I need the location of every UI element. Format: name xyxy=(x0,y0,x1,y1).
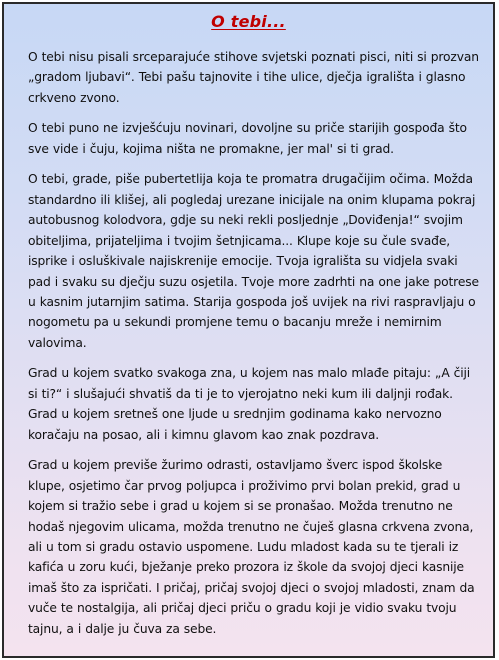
document-body xyxy=(28,47,481,649)
document-frame xyxy=(2,2,495,658)
paragraph: O tebi, grade, piše pubertetlija koja te promatra drugačijim očima. Možda standardno ili klišej, ali pogledaj urezane inicijale na onim klupama pokraj autobusnog kolodvora, gdje su neki rekli posljednje „Doviđenja!“ svojim obiteljima, prijateljima i tvojim šetnjicama... Klupe koje su čule svađe, isprike i osluškivale najiskrenije emocije. Tvoja igrališta su vidjela svaki pad i svaku su dječju suzu osjetila. Tvoje more zadrhti na one jake potrese u kasnim jutarnjim satima. Starija gospoda još uvijek na rivi raspravljaju o nogometu pa u sekundi promjene temu o bacanju mreže i nemirnim valovima. xyxy=(28,172,479,350)
paragraph: O tebi nisu pisali srceparajuće stihove svjetski poznati pisci, niti si prozvan „gradom ljubavi“. Tebi pašu tajnovite i tihe ulice, dječja igrališta i glasno crkveno zvono. xyxy=(28,50,479,105)
paragraph: Grad u kojem svatko svakoga zna, u kojem nas malo mlađe pitaju: „A čiji si ti?“ i slušajući shvatiš da ti je to vjerojatno neki kum ili daljnji rođak. Grad u kojem sretneš one ljude u srednjim godinama kako nervozno koračaju na posao, ali i kimnu glavom kao znak pozdrava. xyxy=(28,366,471,442)
document-title: O tebi... xyxy=(211,12,286,31)
paragraph: Grad u kojem previše žurimo odrasti, ostavljamo šverc ispod školske klupe, osjetimo čar prvog poljupca i proživimo prvi bolan prekid, grad u kojem si tražio sebe i grad u kojem si se pronašao. Možda trenutno ne hodaš njegovim ulicama, možda trenutno ne čuješ glasna crkvena zvona, ali u tom si gradu ostavio uspomene. Ludu mladost kada su te tjerali iz kafića u zoru kući, bježanje preko prozora iz škole da svojoj djeci kasnije imaš što za ispričati. I pričaj, pričaj svojoj djeci o svojoj mladosti, znam da vuče te nostalgija, ali pričaj djeci priču o gradu koji je vidio svaku tvoju tajnu, a i dalje ju čuva za sebe. xyxy=(28,458,475,636)
paragraph: O tebi puno ne izvješćuju novinari, dovoljne su priče starijih gospođa što sve vide i čuju, kojima ništa ne promakne, jer mal' si ti grad. xyxy=(28,121,467,156)
